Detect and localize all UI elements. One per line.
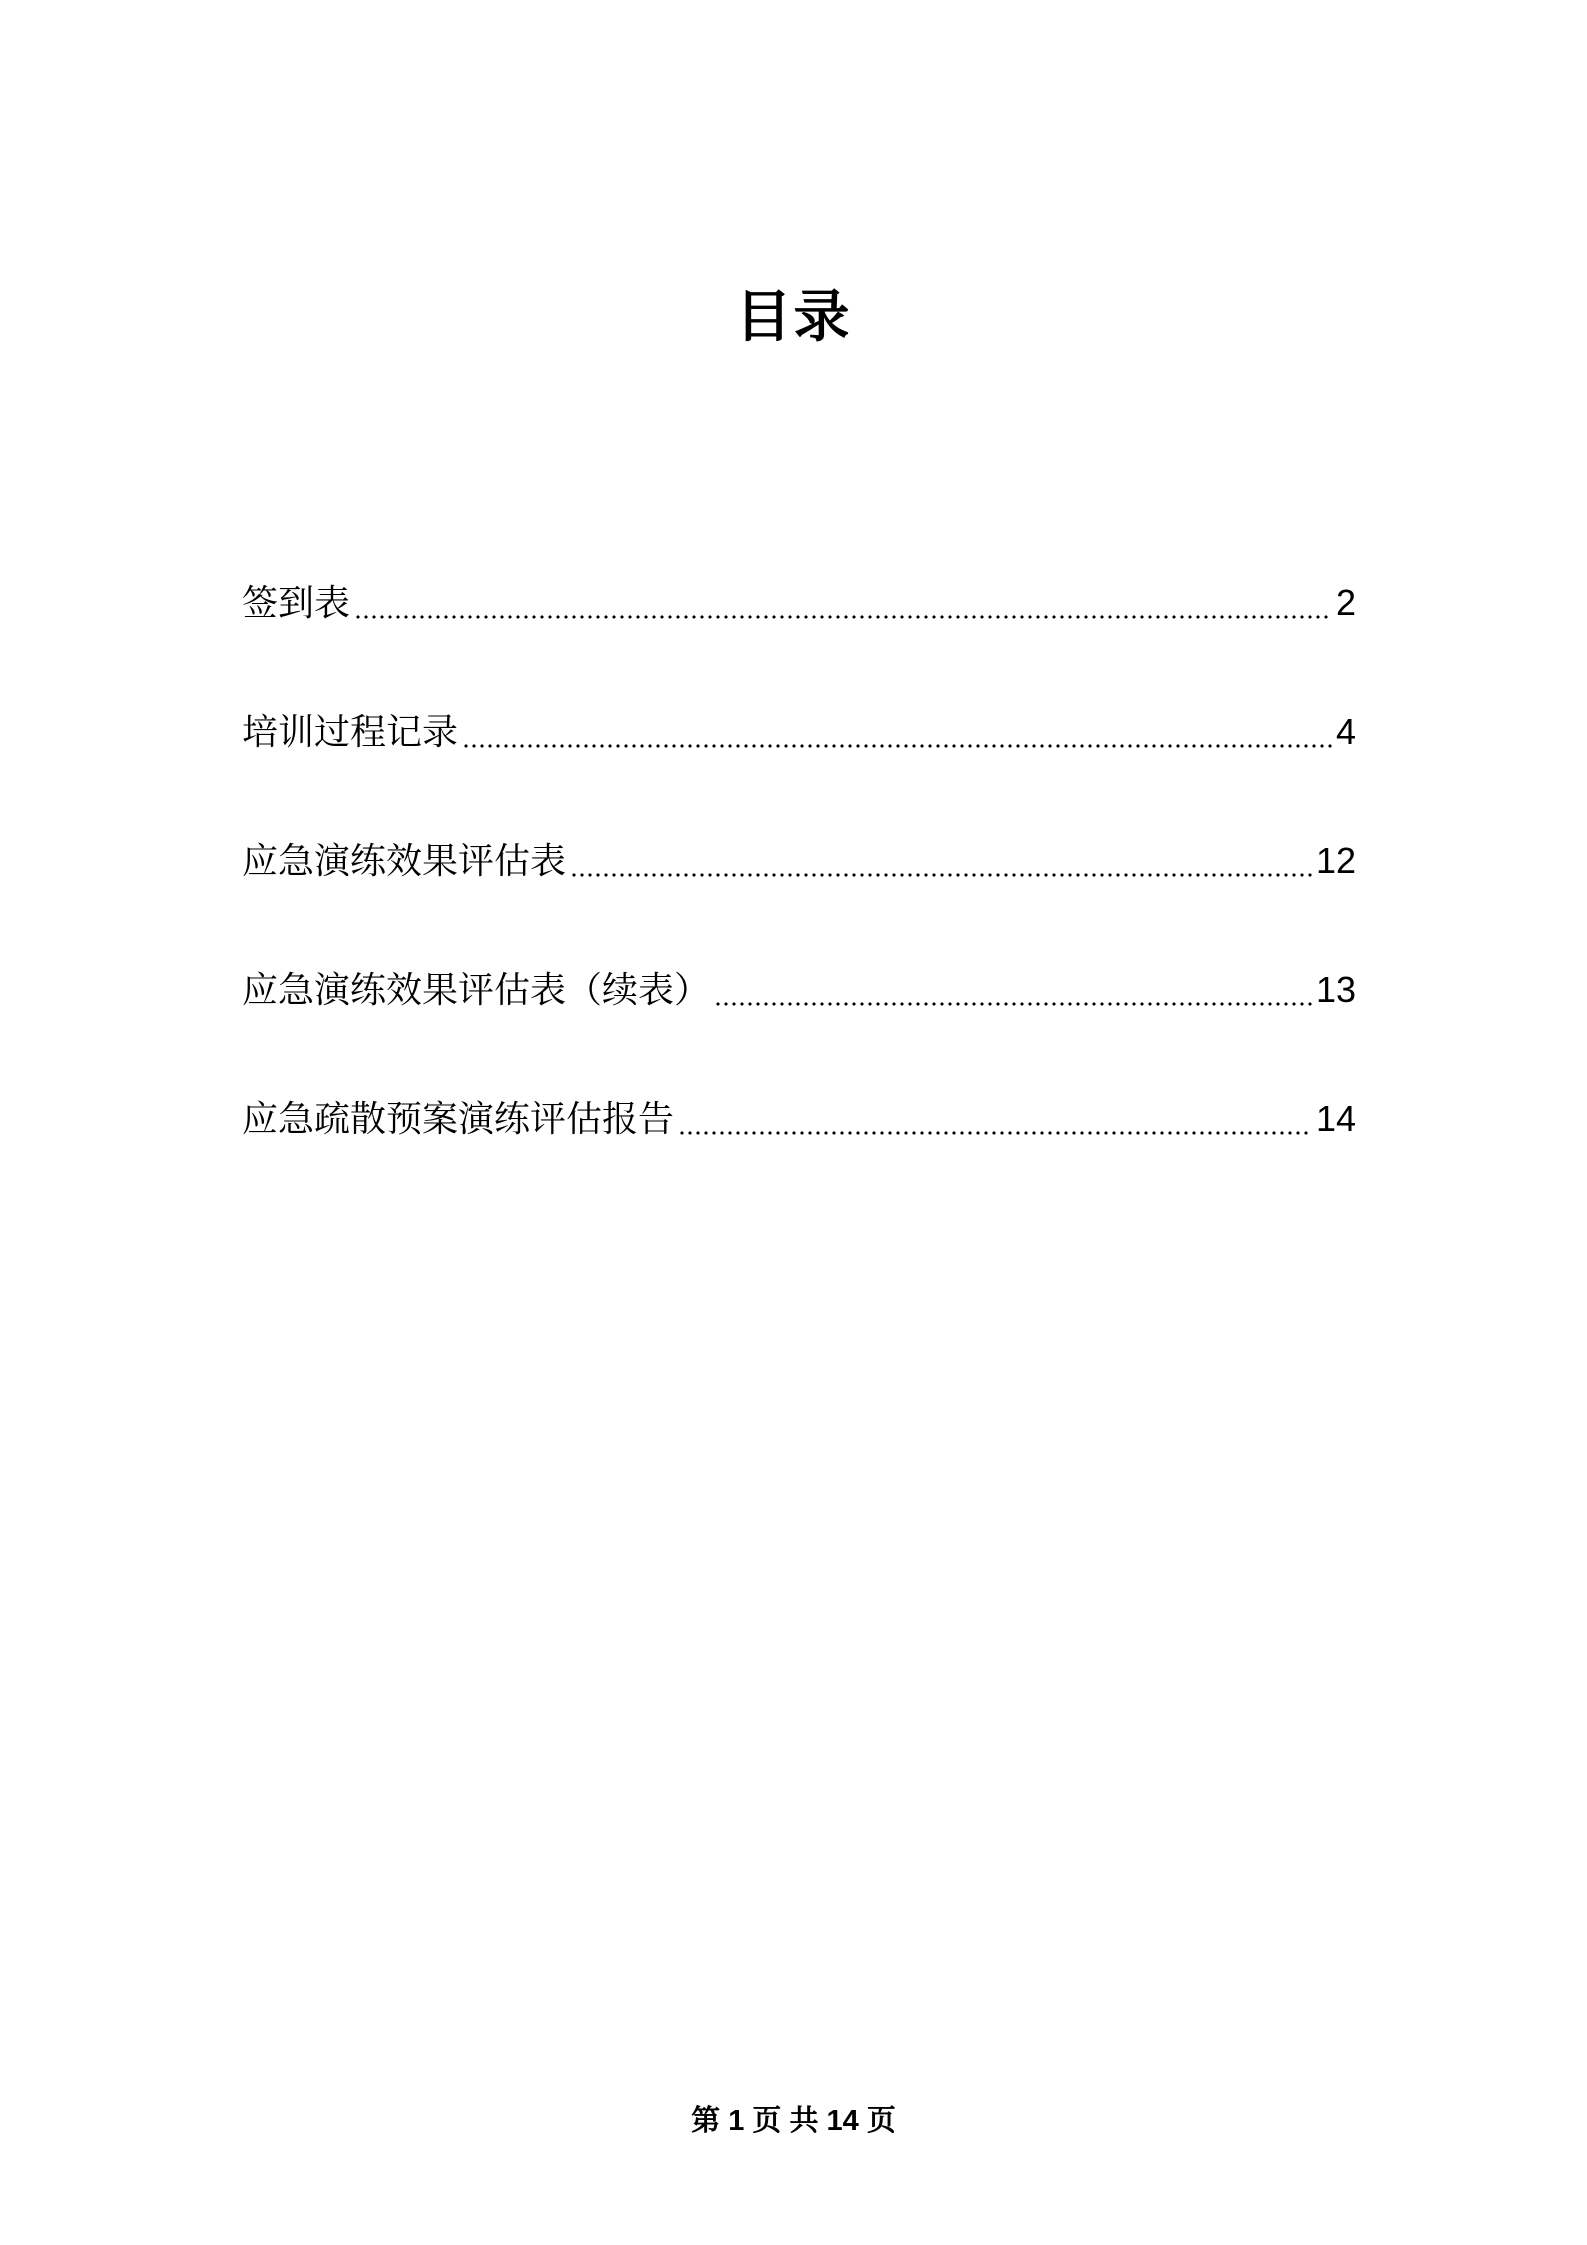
- toc-entry: [242, 709, 1356, 755]
- toc-entry-label: 应急演练效果评估表（续表）: [242, 969, 711, 1010]
- toc-dot-leader: [570, 838, 1312, 884]
- toc-dot-leader: [354, 580, 1332, 626]
- page-title: 目录: [735, 285, 852, 348]
- toc-entry-page-number: 2: [1335, 582, 1356, 623]
- toc-entry: [242, 580, 1356, 626]
- toc-entry-label: 应急疏散预案演练评估报告: [242, 1098, 675, 1139]
- toc-entry-page-number: 12: [1315, 840, 1356, 881]
- toc-dot-leader: [714, 967, 1312, 1013]
- toc-entry-page-number: 4: [1335, 711, 1356, 752]
- toc-dot-leader: [678, 1096, 1312, 1142]
- toc-entry-page-number: 13: [1315, 969, 1356, 1010]
- toc-entry-label: 应急演练效果评估表: [242, 840, 567, 881]
- table-of-contents: [242, 580, 1356, 1225]
- page-footer: 第 1 页 共 14 页: [691, 2105, 896, 2137]
- toc-dot-leader: [462, 709, 1332, 755]
- toc-entry: [242, 967, 1356, 1013]
- toc-entry-page-number: 14: [1315, 1098, 1356, 1139]
- toc-entry: [242, 838, 1356, 884]
- toc-entry: [242, 1096, 1356, 1142]
- toc-entry-label: 培训过程记录: [242, 711, 459, 752]
- toc-entry-label: 签到表: [242, 582, 351, 623]
